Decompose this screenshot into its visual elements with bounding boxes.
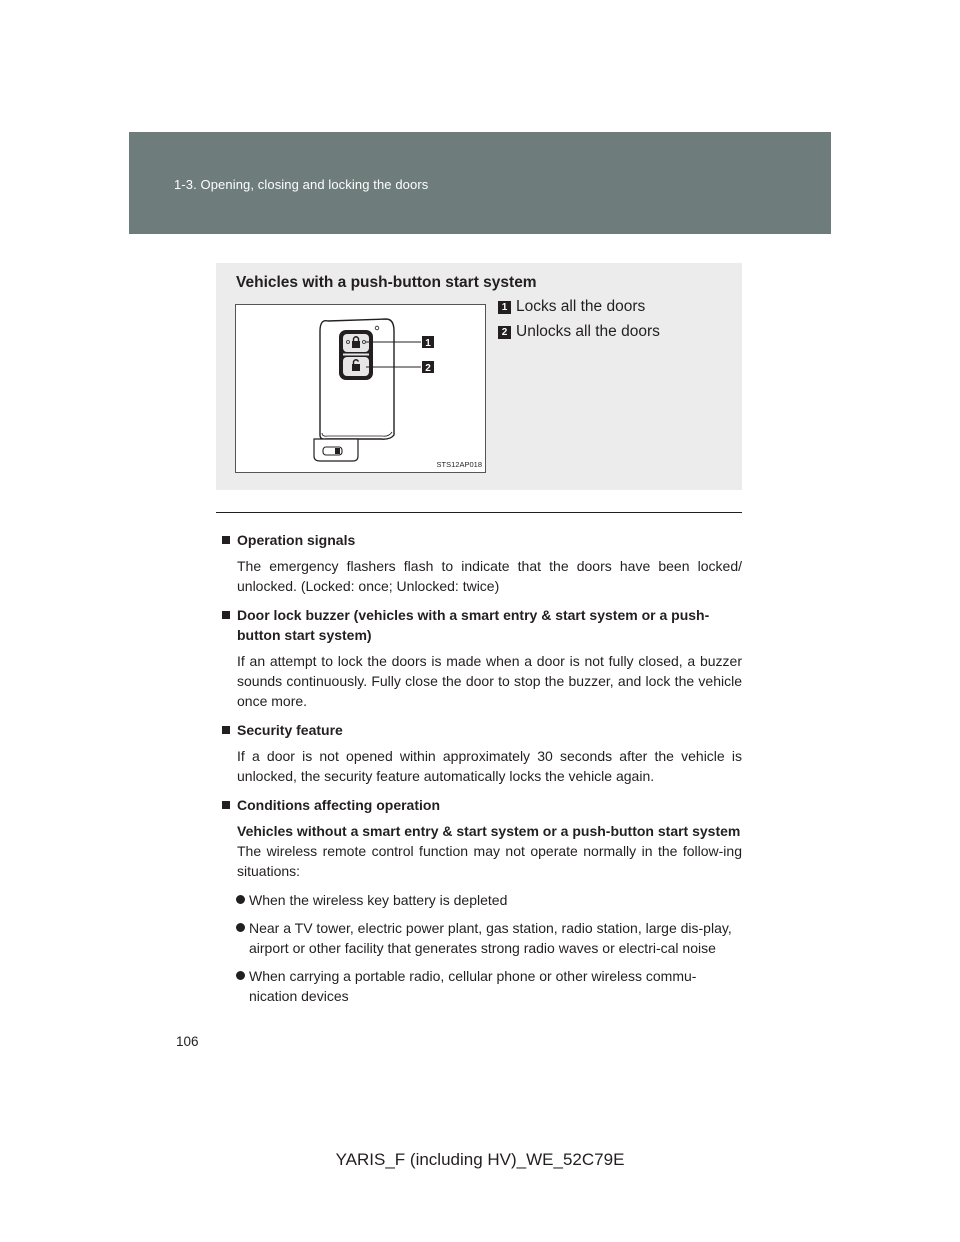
unlock-icon <box>352 364 360 371</box>
square-bullet-icon <box>222 726 230 734</box>
security-feature-text: If a door is not opened within approximately 30 seconds after the vehicle is unlocked, the security feature automatically locks the vehicle again. <box>237 748 742 784</box>
square-bullet-icon <box>222 611 230 619</box>
section-title: 1-3. Opening, closing and locking the doors <box>174 177 429 192</box>
legend-item-lock <box>498 298 645 316</box>
legend-badge-2: 2 <box>498 326 511 339</box>
round-bullet-icon <box>236 923 245 932</box>
info-box-heading: Vehicles with a push-button start system <box>236 274 537 291</box>
legend-label-lock: Locks all the doors <box>516 298 646 315</box>
conditions-subheading: Vehicles without a smart entry & start system or a push-button start system <box>237 823 741 839</box>
main-content <box>222 530 742 1014</box>
list-item <box>249 966 742 1006</box>
section-divider <box>216 512 742 513</box>
door-lock-buzzer-heading <box>222 605 742 645</box>
list-item-text: Near a TV tower, electric power plant, gas station, radio station, large dis-play, airport or other facility that generates strong radio waves or electri-cal noise <box>249 920 732 956</box>
callout-1-label: 1 <box>425 338 431 349</box>
list-item-text: When carrying a portable radio, cellular phone or other wireless commu-nication devices <box>249 968 697 1004</box>
list-item <box>249 890 742 910</box>
security-feature-heading <box>222 720 742 740</box>
operation-signals-heading <box>222 530 742 550</box>
callout-2-label: 2 <box>425 363 431 374</box>
security-feature-heading-text: Security feature <box>237 722 343 738</box>
legend-badge-1: 1 <box>498 301 511 314</box>
figure-code: STS12AP018 <box>436 460 482 469</box>
list-item-text: When the wireless key battery is depleted <box>249 892 508 908</box>
conditions-heading-text: Conditions affecting operation <box>237 797 440 813</box>
square-bullet-icon <box>222 536 230 544</box>
round-bullet-icon <box>236 895 245 904</box>
page-number: 106 <box>176 1034 199 1049</box>
door-lock-buzzer-text: If an attempt to lock the doors is made when a door is not fully closed, a buzzer sounds continuously. Fully close the door to stop the buzzer, and lock the vehicle once more. <box>237 653 742 709</box>
lock-icon <box>352 341 360 348</box>
door-lock-buzzer-heading-text: Door lock buzzer (vehicles with a smart entry & start system or a push-button start system) <box>237 607 710 643</box>
operation-signals-text: The emergency flashers flash to indicate that the doors have been locked/ unlocked. (Locked: once; Unlocked: twice) <box>237 558 742 594</box>
smart-key-figure <box>235 304 486 473</box>
list-item <box>249 918 742 958</box>
conditions-intro: The wireless remote control function may not operate normally in the follow-ing situations: <box>237 843 742 879</box>
conditions-heading <box>222 795 742 815</box>
square-bullet-icon <box>222 801 230 809</box>
legend-item-unlock <box>498 323 660 341</box>
operation-signals-heading-text: Operation signals <box>237 532 356 548</box>
round-bullet-icon <box>236 971 245 980</box>
footer-document-id: YARIS_F (including HV)_WE_52C79E <box>335 1150 625 1169</box>
smart-key-illustration <box>236 305 485 472</box>
legend-label-unlock: Unlocks all the doors <box>516 323 660 340</box>
